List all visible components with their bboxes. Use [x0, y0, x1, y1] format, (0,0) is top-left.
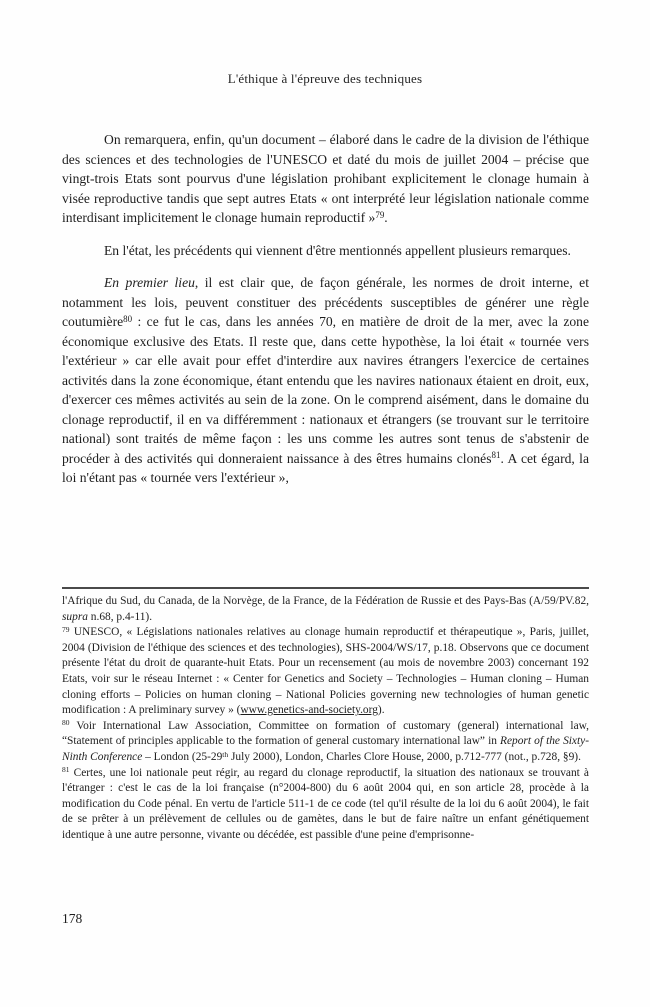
footnote-79: $^{79}$ UNESCO, « Législations nationales relatives au clonage humain reproductif et thérapeutique », Paris, juillet, 2004 (Division de l'éthique des sciences et des technologies), SHS-2004/WS/17, p.18. Observons que ce document présente l'état du droit de quarante-huit Etats. Pour un recensement (au mois de novembre 2003) concernant 192 Etats, voir sur le réseau Internet : « Center for Genetics and Society – Technologies – Human cloning – Human cloning efforts – Policies on human cloning – National Policies governing new technologies of human genetic modification : A preliminary survey » (www.genetics-and-society.org).: [62, 624, 589, 717]
body-text: [62, 130, 589, 488]
footnotes: [62, 594, 589, 844]
footnote-80: $^{80}$ Voir International Law Association, Committee on formation of customary (general) international law, “Statement of principles applicable to the formation of general customary international law” in Report of the Sixty-Ninth Conference – London (25-29th July 2000), London, Charles Clore House, 2000, p.712-777 (not., p.728, §9).: [62, 718, 589, 763]
running-header: L'éthique à l'épreuve des techniques: [227, 71, 423, 86]
footnote-separator-rule: [62, 587, 589, 589]
footnote-81: $^{81}$ Certes, une loi nationale peut régir, au regard du clonage reproductif, la situation des nationaux se trouvant à l'étranger : c'est le cas de la loi française (n°2004-800) du 6 août 2004 qui, en son article 28, procède à la modification du Code pénal. En vertu de l'article 511-1 de ce code (tel qu'il résulte de la loi du 6 août 2004), le fait de se prêter à un prélèvement de cellules ou de gamètes, dans le but de faire naître un enfant génétiquement identique à une autre personne, vivante ou décédée, est passible d'une peine d'emprisonne-: [62, 765, 589, 841]
paragraph-2: En l'état, les précédents qui viennent d'être mentionnés appellent plusieurs remarques.: [104, 242, 571, 258]
paragraph-3: En premier lieu, il est clair que, de façon générale, les normes de droit interne, et notamment les lois, peuvent constituer des précédents susceptibles de générer une règle coutumière$^{80}$ : ce fut le cas, dans les années 70, en matière de droit de la mer, avec la zone économique exclusive des Etats. Il reste que, dans cette hypothèse, la loi était « tournée vers l'extérieur » car elle avait pour effet d'interdire aux navires étrangers l'exercice de certaines activités dans la zone économique, étant entendu que les navires nationaux étaient en droit, eux, d'exercer ces mêmes activités au sein de la zone. On le comprend aisément, dans le domaine du clonage reproductif, il en va différemment : nationaux et étrangers (se trouvant sur le territoire national) sont traités de même façon : les uns comme les autres sont tenus de s'abstenir de procéder à des activités qui donneraient naissance à des êtres humains clonés$^{81}$. A cet égard, la loi n'étant pas « tournée vers l'extérieur »,: [62, 275, 589, 485]
paragraph-1: On remarquera, enfin, qu'un document – élaboré dans le cadre de la division de l'éthique des sciences et des technologies de l'UNESCO et daté du mois de juillet 2004 – précise que vingt-trois Etats sont pourvus d'une législation prohibant explicitement le clonage humain à visée reproductive tandis que sept autres Etats « ont interprété leur législation nationale comme interdisant implicitement le clonage humain reproductif »$^{79}$.: [62, 132, 589, 225]
page-number: 178: [62, 911, 83, 926]
footnote-continuation: l'Afrique du Sud, du Canada, de la Norvège, de la France, de la Fédération de Russie et des Pays-Bas (A/59/PV.82, supra n.68, p.4-11).: [62, 595, 589, 623]
